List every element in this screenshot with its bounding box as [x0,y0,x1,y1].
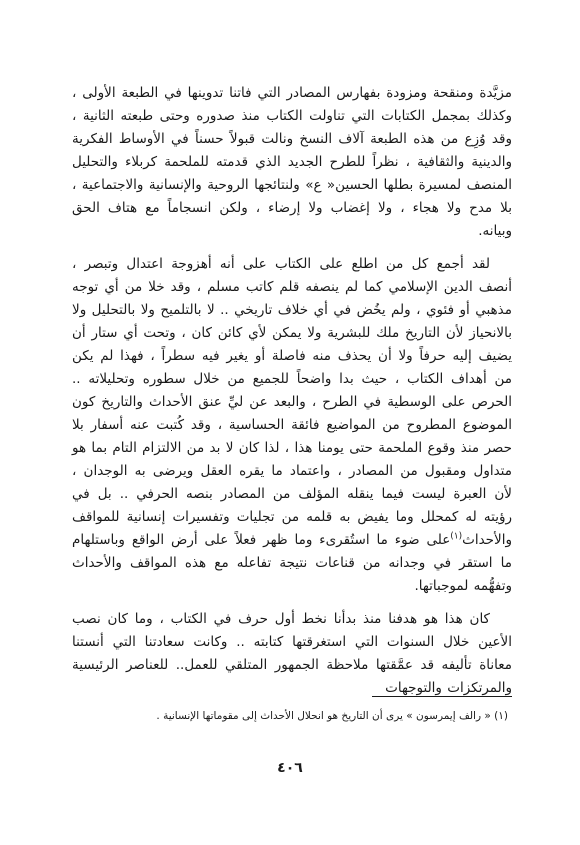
paragraph-2 [72,253,512,598]
page-body [72,82,512,845]
paragraph-2-text-before: لقد أجمع كل من اطلع على الكتاب على أنه أهزوجة اعتدال وتبصر ، أنصف الدين الإسلامي كما لم ينصفه قلم كاتب مسلم ، وقد خلا من أي توجه مذهبي أو فئوي ، ولم يخُض في أي خلاف تاريخي .. لا بالتلميح ولا بالتحليل ولا بالانحياز لأن التاريخ ملك للبشرية ولا يمكن لأي كائن كان ، وتحت أي ستار أن يضيف إليه حرفاً ولا أن يحذف منه فاصلة أو يغير فيه سطراً ، فهذا لم يكن من أهداف الكتاب ، حيث بدا واضحاً للجميع من خلال سطوره وتحليلاته .. الحرص على الوسطية في الطرح ، والبعد عن ليِّ عنق الأحداث والتاريخ كون الموضوع المطروح من المواضيع فائقة الحساسية ، وقد كُتبت عنه أسفار بلا حصر منذ وقوع الملحمة حتى يومنا هذا ، لذا كان لا بد من الالتزام التام بما هو متداول ومقبول من المصادر ، واعتماد ما يقره العقل ويرضى به الوجدان ، لأن العبرة ليست فيما ينقله المؤلف من المصادر بنصه الحرفي .. بل في رؤيته له كمحلل وما يفيض به قلمه من تجليات وتفسيرات إنسانية للمواقف والأحداث [72,256,512,548]
footnote: (١) « رالف إيمرسون » يرى أن التاريخ هو انحلال الأحداث إلى مقوماتها الإنسانية . [156,710,508,722]
paragraph-3: كان هذا هو هدفنا منذ بدأنا نخط أول حرف في الكتاب ، وما كان نصب الأعين خلال السنوات التي استغرقتها كتابته .. وكانت سعادتنا التي أنستنا معاناة تأليفه قد عمَّقتها ملاحظة الجمهور المتلقي للعمل.. للعناصر الرئيسية والمرتكزات والتوجهات [72,611,512,696]
footnote-reference[interactable]: (١) [450,531,463,542]
paragraph-1: مزيَّدة ومنقحة ومزودة بفهارس المصادر التي فاتنا تدوينها في الطبعة الأولى ، وكذلك بمجمل الكتابات التي تناولت الكتاب منذ صدوره وحتى طبعته الثانية ، وقد وُزِع من هذه الطبعة آلاف النسخ ونالت قبولاً حسناً في الأوساط الفكرية والدينية والثقافية ، نظراً للطرح الجديد الذي قدمته للملحمة كربلاء والتحليل المنصف لمسيرة بطلها الحسين« ع» ولنتائجها الروحية والإنسانية والاجتماعية ، بلا مدح ولا هجاء ، ولا إغضاب ولا إرضاء ، ولكن انسجاماً مع هتاف الحق وبيانه. [72,85,512,239]
paragraph-2-text-after: على ضوء ما استُقرىء وما ظهر فعلاً على أرض الواقع وباستلهام ما استقر في وجدانه من قناعات نتيجة تفاعله مع هذه المواقف والأحداث وتفهُّمه لموجباتها. [72,532,512,594]
footnote-divider [372,696,512,697]
page-number: ٤٠٦ [277,760,303,776]
